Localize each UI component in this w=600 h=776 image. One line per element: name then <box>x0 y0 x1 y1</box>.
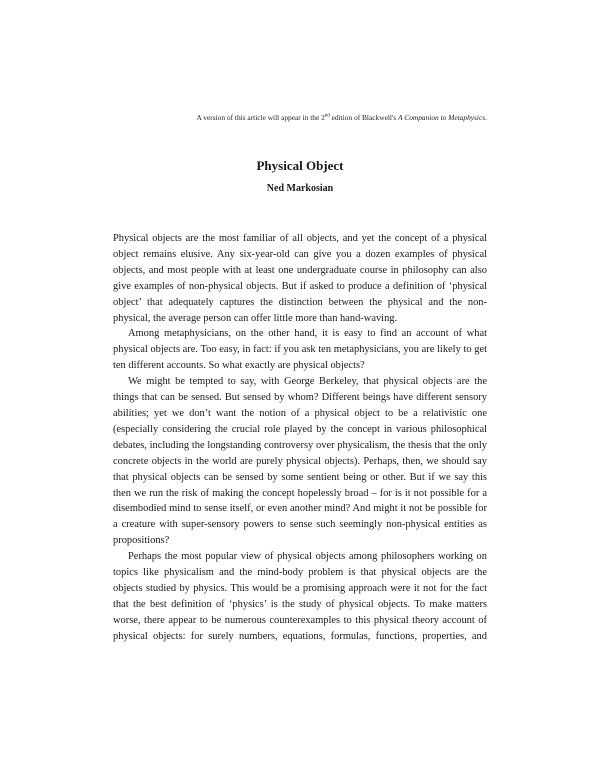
article-author: Ned Markosian <box>266 183 334 194</box>
paragraph: Among metaphysicians, on the other hand, it is easy to find an account of what physical objects are. Too easy, in fact: if you ask ten metaphysicians, you are likely to get ten different accounts. So what exactly are physical objects? <box>113 328 487 372</box>
note-middle: edition of Blackwell's <box>329 113 399 122</box>
note-suffix: . <box>485 113 487 122</box>
note-prefix: A version of this article will appear in the 2 <box>196 113 325 122</box>
article-body <box>113 231 487 645</box>
paragraph: Perhaps the most popular view of physical objects among philosophers working on topics like physicalism and the mind-body problem is that physical objects are the objects studied by physics. This would be a promising approach were it not for the fact that the best definition of ‘physics’ is the study of physical objects. To make matters worse, there appear to be numerous counterexamples to this physical theory account of physical objects: for surely numbers, equations, formulas, functions, properties, and <box>113 551 487 642</box>
note-superscript: nd <box>324 113 330 119</box>
publication-note <box>197 113 488 122</box>
article-title: Physical Object <box>256 158 344 173</box>
note-book-title: A Companion to Metaphysics <box>398 113 486 122</box>
paragraph: Physical objects are the most familiar of all objects, and yet the concept of a physical object remains elusive. Any six-year-old can give you a dozen examples of physical objects, and most people with at least one undergraduate course in philosophy can also give examples of non-physical objects. But if asked to produce a definition of ‘physical object’ that adequately captures the distinction between the physical and the non-physical, the average person can offer little more than hand-waving. <box>113 233 487 324</box>
paragraph: We might be tempted to say, with George Berkeley, that physical objects are the things that can be sensed. But sensed by whom? Different beings have different sensory abilities; yet we don’t want the notion of a physical object to be a relativistic one (especially considering the crucial role played by the concept in various philosophical debates, including the longstanding controversy over physicalism, the thesis that the only concrete objects in the world are purely physical objects). Perhaps, then, we should say that physical objects can be sensed by some sentient being or other. But if we say this then we run the risk of making the concept hopelessly broad – for is it not possible for a disembodied mind to sense itself, or even another mind? And might it not be possible for a creature with super-sensory powers to sense such seemingly non-physical entities as propositions? <box>113 376 487 547</box>
